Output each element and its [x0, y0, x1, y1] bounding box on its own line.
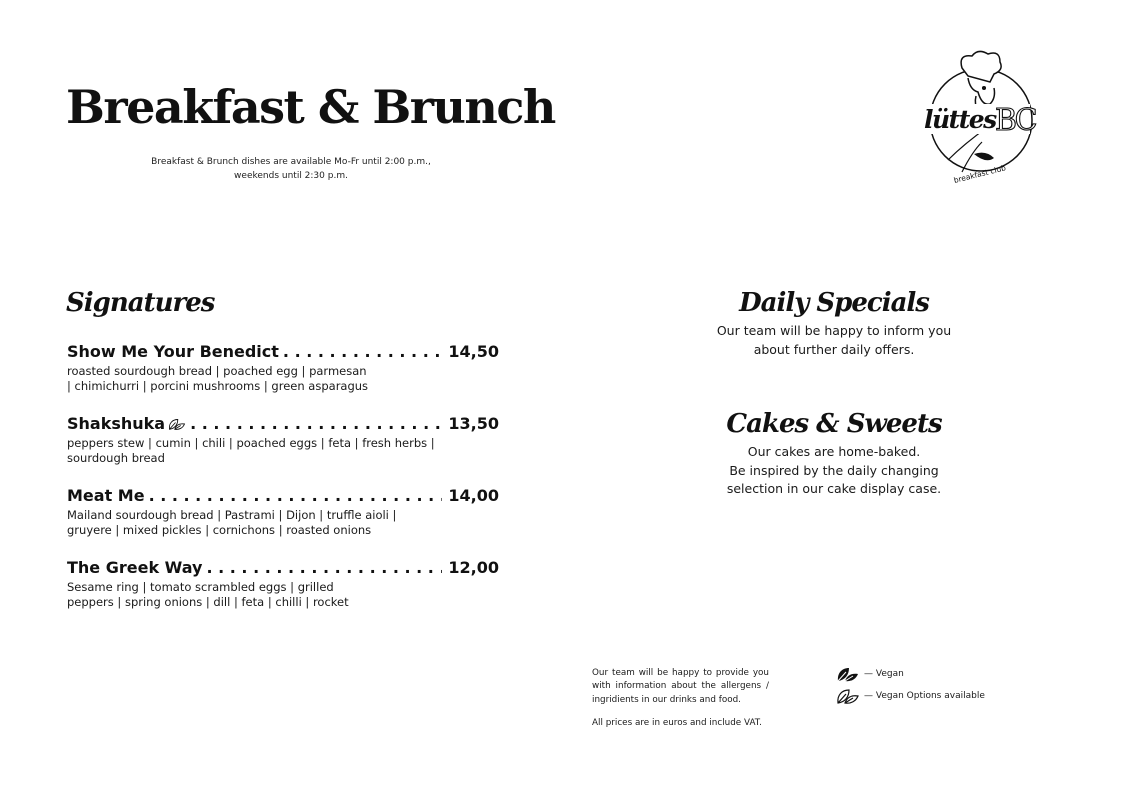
daily-specials-text: Our team will be happy to inform you: [716, 323, 952, 338]
legend-vegan-options-label: — Vegan Options available: [864, 691, 985, 701]
dish-name: The Greek Way: [67, 558, 203, 577]
cakes-sweets-title: Cakes & Sweets: [726, 409, 942, 439]
dish-description: [67, 580, 437, 610]
dish-description-line: peppers | spring onions | dill | feta | chilli | rocket: [67, 595, 349, 609]
brand-logo: [918, 50, 1040, 185]
dish-item: [67, 558, 499, 610]
vegan-option-leaves-icon: [168, 417, 186, 431]
cakes-sweets-text: Be inspired by the daily changing: [729, 462, 939, 478]
price-note: All prices are in euros and include VAT.: [592, 717, 762, 728]
dot-leader: [190, 414, 442, 434]
dish-price: 14,00: [448, 486, 499, 505]
dish-item: [67, 342, 499, 394]
dish-description-line: Mailand sourdough bread | Pastrami | Dijon | truffle aioli |: [67, 508, 397, 522]
dish-description: [67, 364, 437, 394]
dot-leader: [206, 558, 442, 578]
logo-tagline: breakfast club: [952, 163, 1007, 185]
dish-name: Show Me Your Benedict: [67, 342, 279, 361]
dish-description-line: roasted sourdough bread | poached egg | parmesan: [67, 364, 367, 378]
legend-vegan-label: — Vegan: [864, 669, 904, 679]
dish-price: 13,50: [448, 414, 499, 433]
filled-leaves-icon: [836, 665, 860, 683]
dish-description-line: | chimichurri | porcini mushrooms | green asparagus: [67, 379, 369, 393]
serving-hours-line: weekends until 2:30 p.m.: [234, 171, 348, 181]
daily-specials-title: Daily Specials: [739, 288, 929, 318]
dish-name: Shakshuka: [67, 414, 166, 433]
cakes-sweets-section: [716, 409, 952, 499]
dish-price: 14,50: [448, 342, 499, 361]
signatures-title: Signatures: [66, 288, 215, 318]
dish-name: Meat Me: [67, 486, 145, 505]
serving-hours-note: [130, 155, 452, 183]
logo-wordmark-bc: BC: [995, 103, 1035, 138]
dot-leader: [149, 486, 443, 506]
dish-description: [67, 436, 437, 466]
dot-leader: [283, 342, 442, 362]
dish-description-line: sourdough bread: [67, 451, 165, 465]
outline-leaves-icon: [836, 687, 860, 705]
allergen-note: Our team will be happy to provide you with information about the allergens / ingridients in our drinks and food.: [592, 668, 769, 705]
footer-notes: [592, 667, 769, 740]
dish-description-line: peppers stew | cumin | chili | poached eggs | feta | fresh herbs |: [67, 436, 435, 450]
logo-wordmark-lüttes: lüttes: [924, 105, 996, 134]
cakes-sweets-text: Our cakes are home-baked.: [747, 444, 921, 459]
dish-description-line: gruyere | mixed pickles | cornichons | roasted onions: [67, 523, 372, 537]
daily-specials-section: [716, 288, 952, 359]
diet-legend: [836, 663, 985, 707]
dish-price: 12,00: [448, 558, 499, 577]
dish-description: [67, 508, 437, 538]
daily-specials-text: about further daily offers.: [753, 341, 915, 357]
page-title: Breakfast & Brunch: [66, 80, 555, 134]
serving-hours-line: Breakfast & Brunch dishes are available Mo-Fr until 2:00 p.m.,: [151, 157, 431, 167]
dish-item: [67, 486, 499, 538]
dish-description-line: Sesame ring | tomato scrambled eggs | grilled: [67, 580, 334, 594]
cakes-sweets-text: selection in our cake display case.: [726, 481, 942, 496]
dish-item: [67, 414, 499, 466]
